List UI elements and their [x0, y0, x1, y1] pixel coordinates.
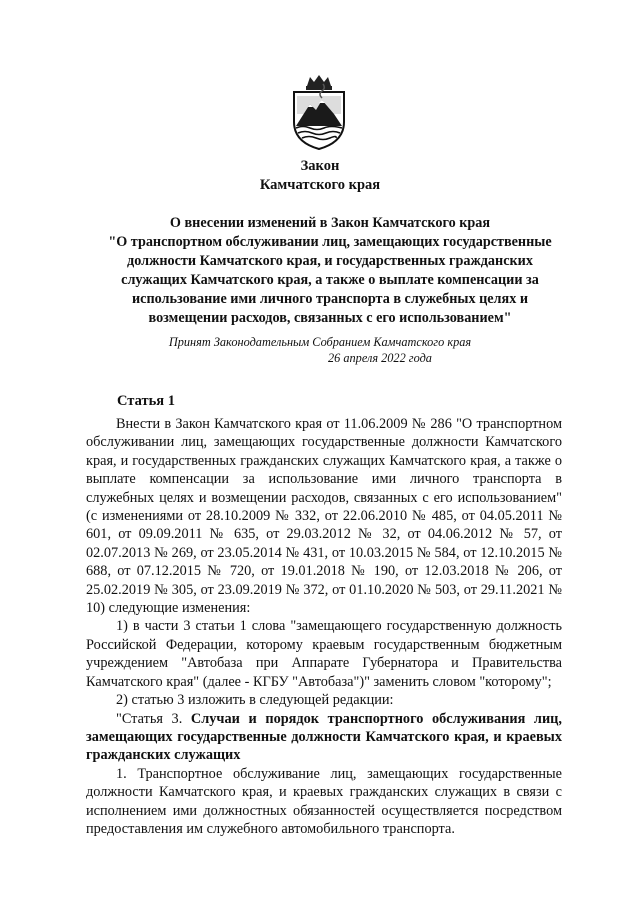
quote-title: Случаи и порядок транспортного обслуживания лиц, замещающих государственные должности Камчатского края, и краевых гражданских служащих [86, 710, 562, 764]
subject-line-2: "О транспортном обслуживании лиц, замещающих государственные должности Камчатского края, и государственных гражданских служащих Камчатского края, а также о выплате компенсации за использование ими личного транспорта в служебных целях и возмещении расходов, связанных с его использованием" [108, 234, 552, 326]
article-heading: Статья 1 [117, 393, 175, 409]
article-intro: Внести в Закон Камчатского края от 11.06.2009 № 286 "О транспортном обслуживании лиц, замещающих государственные должности Камчатского края, и государственных гражданских служащих Камчатского края, а также о выплате компенсации за использование ими личного транспорта в служебных целях и возмещении расходов, связанных с его использованием" (с изменениями от 28.10.2009 № 332, от 22.06.2010 № 485, от 04.05.2011 № 601, от 09.09.2011 № 635, от 29.03.2012 № 32, от 04.06.2012 № 57, от 02.07.2013 № 269, от 23.05.2014 № 431, от 10.03.2015 № 584, от 12.10.2015 № 688, от 07.12.2015 № 720, от 19.01.2018 № 190, от 12.03.2018 № 206, от 25.02.2019 № 305, от 23.09.2019 № 372, от 01.10.2020 № 503, от 29.11.2021 № 10) следующие изменения: [86, 416, 562, 617]
region-title: Камчатского края [259, 177, 381, 193]
kamchatka-coat-of-arms-icon [288, 74, 350, 150]
adoption-body: Принят Законодательным Собранием Камчатского края [168, 335, 472, 349]
subject-line-1: О внесении изменений в Закон Камчатского края [169, 215, 491, 231]
article-body [86, 415, 562, 838]
item-2: 2) статью 3 изложить в следующей редакции: [116, 692, 394, 709]
quote-prefix: "Статья 3. [116, 710, 183, 727]
item-1: 1) в части 3 статьи 1 слова "замещающего государственную должность Российской Федерации, которому краевым государственным бюджетным учреждением "Автобаза при Аппарате Губернатора и Правительства Камчатского края" (далее - КГБУ "Автобаза")" заменить словом "которому"; [86, 618, 562, 690]
clause-1: 1. Транспортное обслуживание лиц, замещающих государственные должности Камчатского края, и краевых гражданских служащих в связи с исполнением ими должностных обязанностей осуществляется посредством предоставления им служебного автомобильного транспорта. [86, 765, 562, 837]
law-title: Закон [300, 158, 340, 174]
quoted-article-title [86, 710, 562, 765]
adoption-date: 26 апреля 2022 года [328, 351, 432, 365]
law-subject [96, 214, 564, 328]
adoption-note [120, 334, 520, 366]
